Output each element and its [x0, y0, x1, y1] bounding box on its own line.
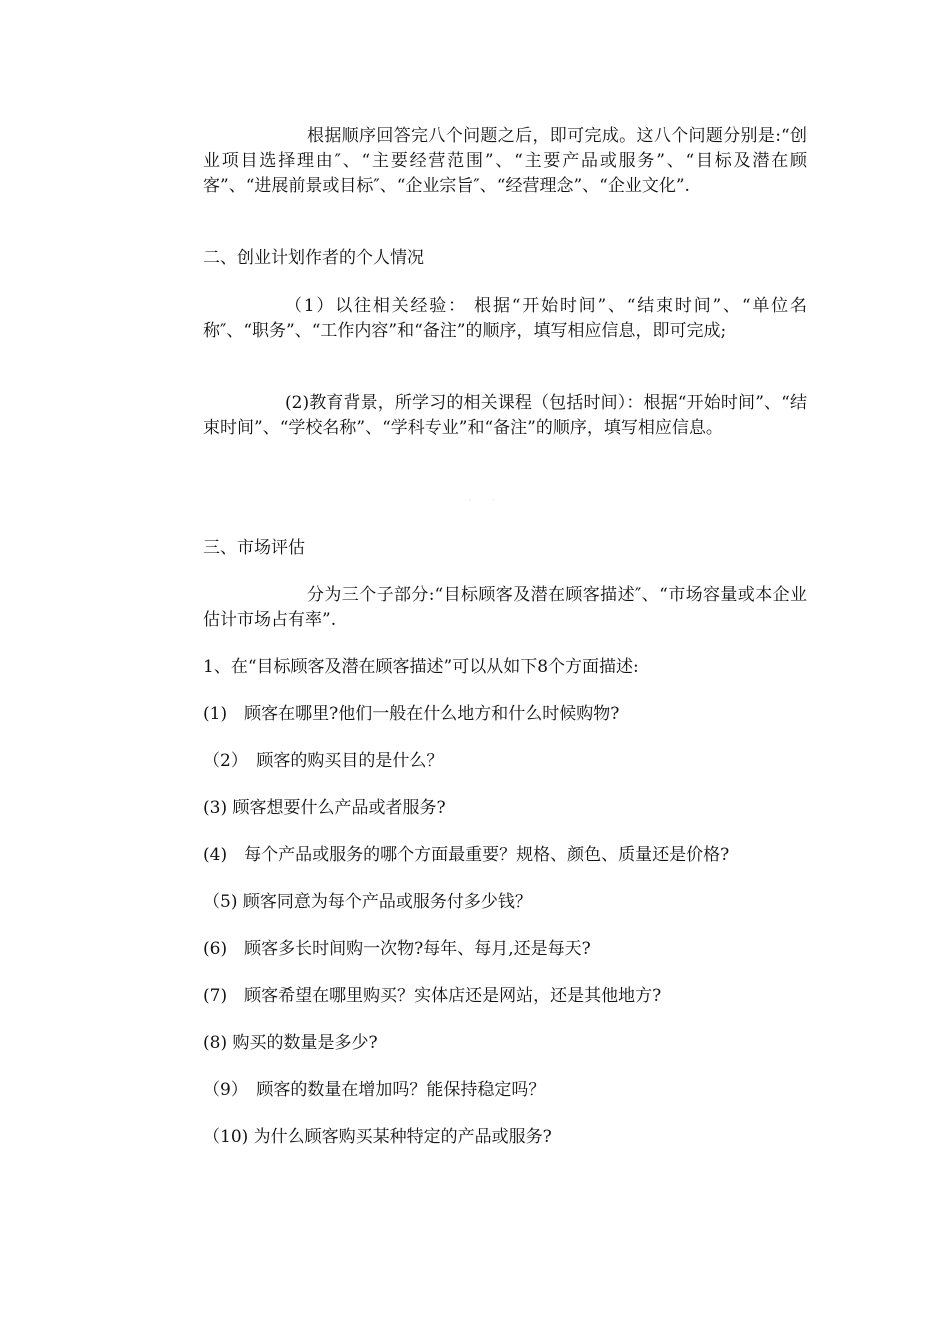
- list-title: 1、在“目标顾客及潜在顾客描述”可以从如下8个方面描述:: [203, 657, 639, 677]
- question-item: （5) 顾客同意为每个产品或服务付多少钱？: [203, 892, 532, 912]
- question-item: (4) 每个产品或服务的哪个方面最重要？规格、颜色、质量还是价格?: [203, 845, 730, 865]
- experience-paragraph: （1）以往相关经验： 根据“开始时间”、“结束时间”、“单位名称″、“职务”、“工作内容”和“备注”的顺序，填写相应信息，即可完成;: [203, 296, 807, 341]
- question-item: （10) 为什么顾客购买某种特定的产品或服务?: [203, 1127, 552, 1147]
- intro-paragraph: 根据顺序回答完八个问题之后，即可完成。这八个问题分别是:“创业项目选择理由″、“主要经营范围”、“主要产品或服务”、“目标及潜在顾客”、“进展前景或目标″、“企业宗旨″、“经营理念”、“企业文化”.: [203, 126, 807, 196]
- section-heading-market: 三、市场评估: [203, 538, 305, 558]
- question-item: (3) 顾客想要什么产品或者服务?: [203, 798, 446, 818]
- question-item: (7) 顾客希望在哪里购买？实体店还是网站，还是其他地方?: [203, 986, 662, 1006]
- section-heading-author: 二、创业计划作者的个人情况: [203, 248, 424, 268]
- question-item: (6) 顾客多长时间购一次物?每年、每月,还是每天?: [203, 939, 591, 959]
- question-item: （9） 顾客的数量在增加吗？能保持稳定吗？: [203, 1080, 546, 1100]
- faint-mark: · ·: [468, 493, 504, 507]
- question-item: （2） 顾客的购买目的是什么？: [203, 751, 444, 771]
- education-paragraph: (2)教育背景，所学习的相关课程（包括时间）：根据“开始时间”、“结束时间”、“学校名称”、“学科专业”和“备注”的顺序，填写相应信息。: [203, 393, 807, 438]
- question-item: (8) 购买的数量是多少?: [203, 1033, 378, 1053]
- market-intro-paragraph: 分为三个子部分:“目标顾客及潜在顾客描述″、“市场容量或本企业估计市场占有率”.: [203, 585, 807, 630]
- question-item: (1) 顾客在哪里?他们一般在什么地方和什么时候购物?: [203, 704, 620, 724]
